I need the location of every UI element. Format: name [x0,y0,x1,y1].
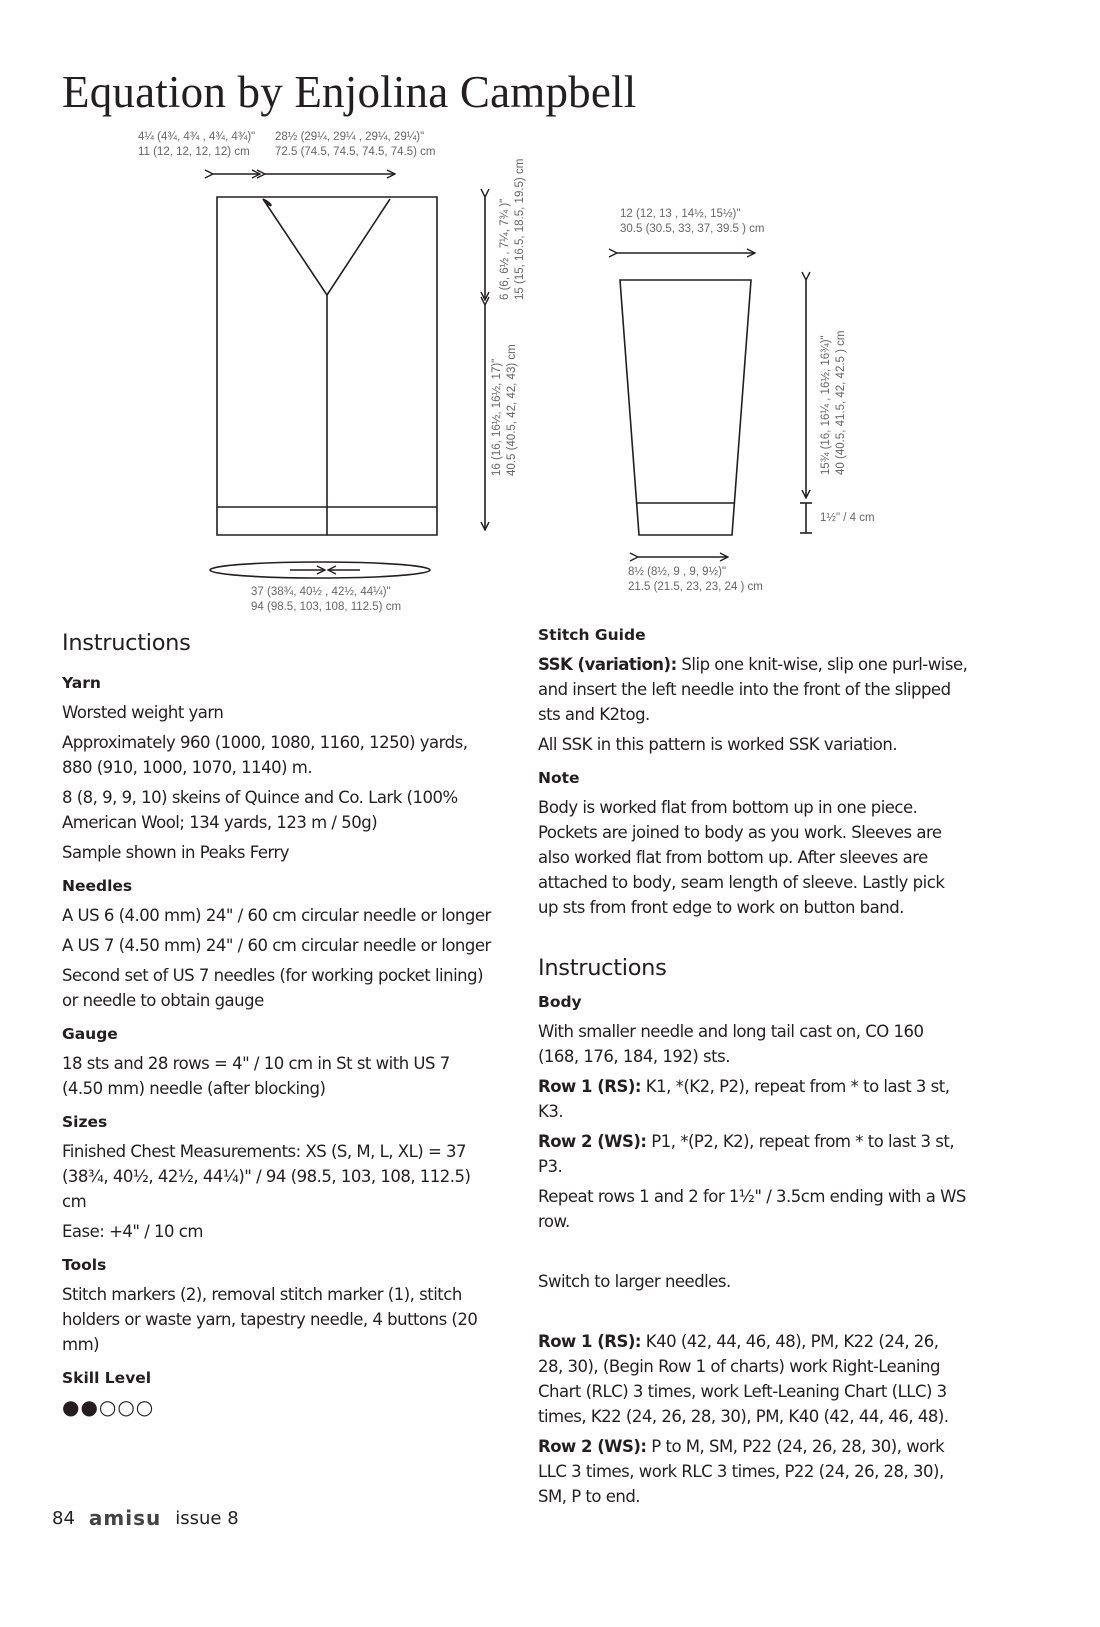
ssk-definition: SSK (variation): Slip one knit-wise, slip one purl-wise, and insert the left needle into the front of the slipped sts and K2tog. [538,655,968,724]
cuff-width-label: 8½ (8½, 9 , 9, 9½)" 21.5 (21.5, 23, 23, 24 ) cm [628,566,763,593]
tools-text: Stitch markers (2), removal stitch marker (1), stitch holders or waste yarn, tapestry needle, 4 buttons (20 mm) [62,1285,478,1354]
body-schematic [217,197,437,535]
note-text: Body is worked flat from bottom up in one piece. Pockets are joined to body as you work. Sleeves are also worked flat from bottom up. After sleeves are attached to body, seam length of sleeve. Lastly pick up sts from front edge to work on button band. [538,798,945,917]
needles-line: A US 7 (4.50 mm) 24" / 60 cm circular needle or longer [62,936,491,955]
sleeve-length-label: 15¾ (16, 16¼ , 16½, 16¾)" 40 (40.5, 41.5, 42, 42.5 ) cm [820,330,847,475]
instructions-heading: Instructions [62,630,191,656]
repeat-text: Repeat rows 1 and 2 for 1½" / 3.5cm ending with a WS row. [538,1187,966,1231]
needles-line: or needle to obtain gauge [62,991,264,1010]
instructions-heading-2: Instructions [538,955,667,981]
cast-on-text: With smaller needle and long tail cast on, CO 160 (168, 176, 184, 192) sts. [538,1022,924,1066]
yarn-line: Approximately 960 (1000, 1080, 1160, 1250) yards, 880 (910, 1000, 1070, 1140) m. [62,733,468,777]
pattern-title: Equation by Enjolina Campbell [62,67,637,117]
right-column [538,626,968,1514]
tools-heading: Tools [62,1256,107,1274]
skill-empty-dots: ○○○ [98,1395,155,1419]
chest-label: 37 (38¾, 40½ , 42½, 44¼)" 94 (98.5, 103, 108, 112.5) cm [251,586,402,613]
armhole-depth-label: 6 (6, 6½ , 7¼, 7¾ )" 15 (15, 16.5, 18.5, 19.5) cm [499,158,526,300]
row-instruction: Row 1 (RS): K1, *(K2, P2), repeat from * to last 3 st, K3. [538,1077,950,1121]
needles-heading: Needles [62,877,133,895]
shoulder-width-label: 4¼ (4¾, 4¾ , 4¾, 4¾)" 11 (12, 12, 12, 12) cm [138,131,256,158]
amisu-logo: amisu [88,1506,162,1530]
skill-heading: Skill Level [62,1369,152,1387]
body-heading: Body [538,993,582,1011]
row-instruction: Row 2 (WS): P to M, SM, P22 (24, 26, 28, 30), work LLC 3 times, work RLC 3 times, P22 (24, 26, 28, 30), SM, P to end. [538,1437,945,1506]
yarn-heading: Yarn [62,674,101,692]
yarn-line: Worsted weight yarn [62,703,224,722]
yarn-line: 8 (8, 9, 9, 10) skeins of Quince and Co. Lark (100% American Wool; 134 yards, 123 m / 50g) [62,788,458,832]
needles-line: Second set of US 7 needles (for working pocket lining) [62,966,484,985]
garment-schematic [0,0,1100,640]
sizes-heading: Sizes [62,1113,108,1131]
row-instruction: Row 1 (RS): K40 (42, 44, 46, 48), PM, K22 (24, 26, 28, 30), (Begin Row 1 of charts) work Right-Leaning Chart (RLC) 3 times, work Left-Leaning Chart (LLC) 3 times, K22 (24, 26, 28, 30), PM, K40 (42, 44, 46, 48). [538,1332,949,1426]
issue-label: issue 8 [175,1507,239,1529]
skill-filled-dots: ●● [62,1395,99,1419]
body-length-label: 16 (16, 16½, 16½, 17)" 40.5 (40.5, 42, 42, 43) cm [491,344,518,476]
left-column [62,630,492,1419]
row-instruction: Row 2 (WS): P1, *(P2, K2), repeat from * to last 3 st, P3. [538,1132,955,1176]
skill-level-rating [62,1395,492,1419]
cuff-depth-label: 1½" / 4 cm [820,512,875,524]
needles-line: A US 6 (4.00 mm) 24" / 60 cm circular needle or longer [62,906,491,925]
ssk-note: All SSK in this pattern is worked SSK variation. [538,735,898,754]
switch-text: Switch to larger needles. [538,1272,731,1291]
page-number: 84 [52,1507,75,1529]
neck-width-label: 28½ (29¼, 29¼ , 29¼, 29¼)" 72.5 (74.5, 74.5, 74.5, 74.5) cm [275,131,436,158]
ease-text: Ease: +4" / 10 cm [62,1222,203,1241]
sleeve-schematic [620,280,751,535]
page-footer [52,1506,239,1530]
stitch-guide-heading: Stitch Guide [538,626,646,644]
sleeve-top-label: 12 (12, 13 , 14½, 15½)" 30.5 (30.5, 33, 37, 39.5 ) cm [620,208,765,235]
gauge-text: 18 sts and 28 rows = 4" / 10 cm in St st with US 7 (4.50 mm) needle (after blocking) [62,1054,450,1098]
ssk-label: SSK (variation): [538,655,677,674]
note-heading: Note [538,769,580,787]
yarn-line: Sample shown in Peaks Ferry [62,843,290,862]
sizes-text: Finished Chest Measurements: XS (S, M, L, XL) = 37 (38¾, 40½, 42½, 44¼)" / 94 (98.5, 103, 108, 112.5) cm [62,1142,471,1211]
gauge-heading: Gauge [62,1025,118,1043]
